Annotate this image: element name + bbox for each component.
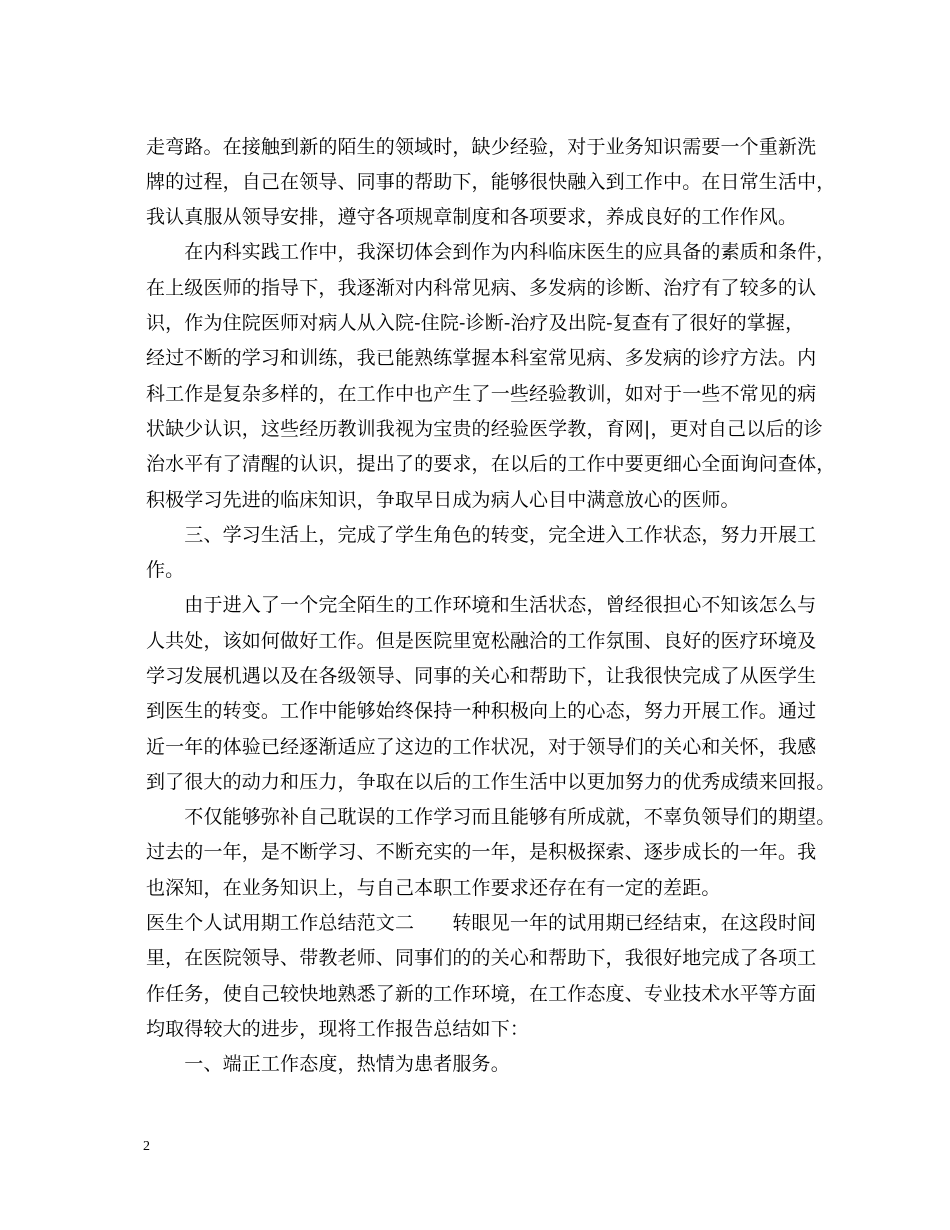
- text-line: 科工作是复杂多样的，在工作中也产生了一些经验教训，如对于一些不常见的病: [146, 383, 817, 405]
- text-line: 也深知，在业务知识上，与自己本职工作要求还存在有一定的差距。: [146, 877, 721, 899]
- text-line: 均取得较大的进步，现将工作报告总结如下：: [146, 1018, 530, 1040]
- text-line: 识，作为住院医师对病人从入院-住院-诊断-治疗及出院-复查有了很好的掌握，: [146, 312, 805, 334]
- text-line: 三、学习生活上，完成了学生角色的转变，完全进入工作状态，努力开展工: [146, 524, 817, 546]
- text-line: 状缺少认识，这些经历教训我视为宝贵的经验医学教，育网|，更对自己以后的诊: [146, 418, 823, 440]
- text-line: 我认真服从领导安排，遵守各项规章制度和各项要求，养成良好的工作作风。: [146, 206, 798, 228]
- text-line: 牌的过程，自己在领导、同事的帮助下，能够很快融入到工作中。在日常生活中，: [146, 171, 836, 193]
- text-line: 走弯路。在接触到新的陌生的领域时，缺少经验，对于业务知识需要一个重新洗: [146, 136, 817, 158]
- text-line: 过去的一年，是不断学习、不断充实的一年，是积极探索、逐步成长的一年。我: [146, 841, 817, 863]
- text-line: 经过不断的学习和训练，我已能熟练掌握本科室常见病、多发病的诊疗方法。内: [146, 347, 817, 369]
- text-line: 在上级医师的指导下，我逐渐对内科常见病、多发病的诊断、治疗有了较多的认: [146, 277, 817, 299]
- text-line: 在内科实践工作中，我深切体会到作为内科临床医生的应具备的素质和条件，: [146, 241, 836, 263]
- text-line: 治水平有了清醒的认识，提出了的要求，在以后的工作中要更细心全面询问查体，: [146, 453, 836, 475]
- page-number: 2: [143, 1139, 150, 1154]
- text-line: 人共处，该如何做好工作。但是医院里宽松融洽的工作氛围、良好的医疗环境及: [146, 630, 817, 652]
- text-line: 作。: [146, 559, 185, 581]
- text-line: 到了很大的动力和压力，争取在以后的工作生活中以更加努力的优秀成绩来回报。: [146, 771, 836, 793]
- text-line: 近一年的体验已经逐渐适应了这边的工作状况，对于领导们的关心和关怀，我感: [146, 736, 817, 758]
- text-line: 积极学习先进的临床知识，争取早日成为病人心目中满意放心的医师。: [146, 489, 740, 511]
- text-line: 医生个人试用期工作总结范文二 转眼见一年的试用期已经结束，在这段时间: [146, 912, 817, 934]
- text-line: 作任务，使自己较快地熟悉了新的工作环境，在工作态度、专业技术水平等方面: [146, 983, 817, 1005]
- text-line: 不仅能够弥补自己耽误的工作学习而且能够有所成就，不辜负领导们的期望。: [146, 806, 836, 828]
- text-line: 由于进入了一个完全陌生的工作环境和生活状态，曾经很担心不知该怎么与: [146, 594, 817, 616]
- text-line: 里，在医院领导、带教老师、同事们的的关心和帮助下，我很好地完成了各项工: [146, 947, 817, 969]
- text-line: 一、端正工作态度，热情为患者服务。: [146, 1053, 510, 1075]
- text-line: 到医生的转变。工作中能够始终保持一种积极向上的心态，努力开展工作。通过: [146, 700, 817, 722]
- text-line: 学习发展机遇以及在各级领导、同事的关心和帮助下，让我很快完成了从医学生: [146, 665, 817, 687]
